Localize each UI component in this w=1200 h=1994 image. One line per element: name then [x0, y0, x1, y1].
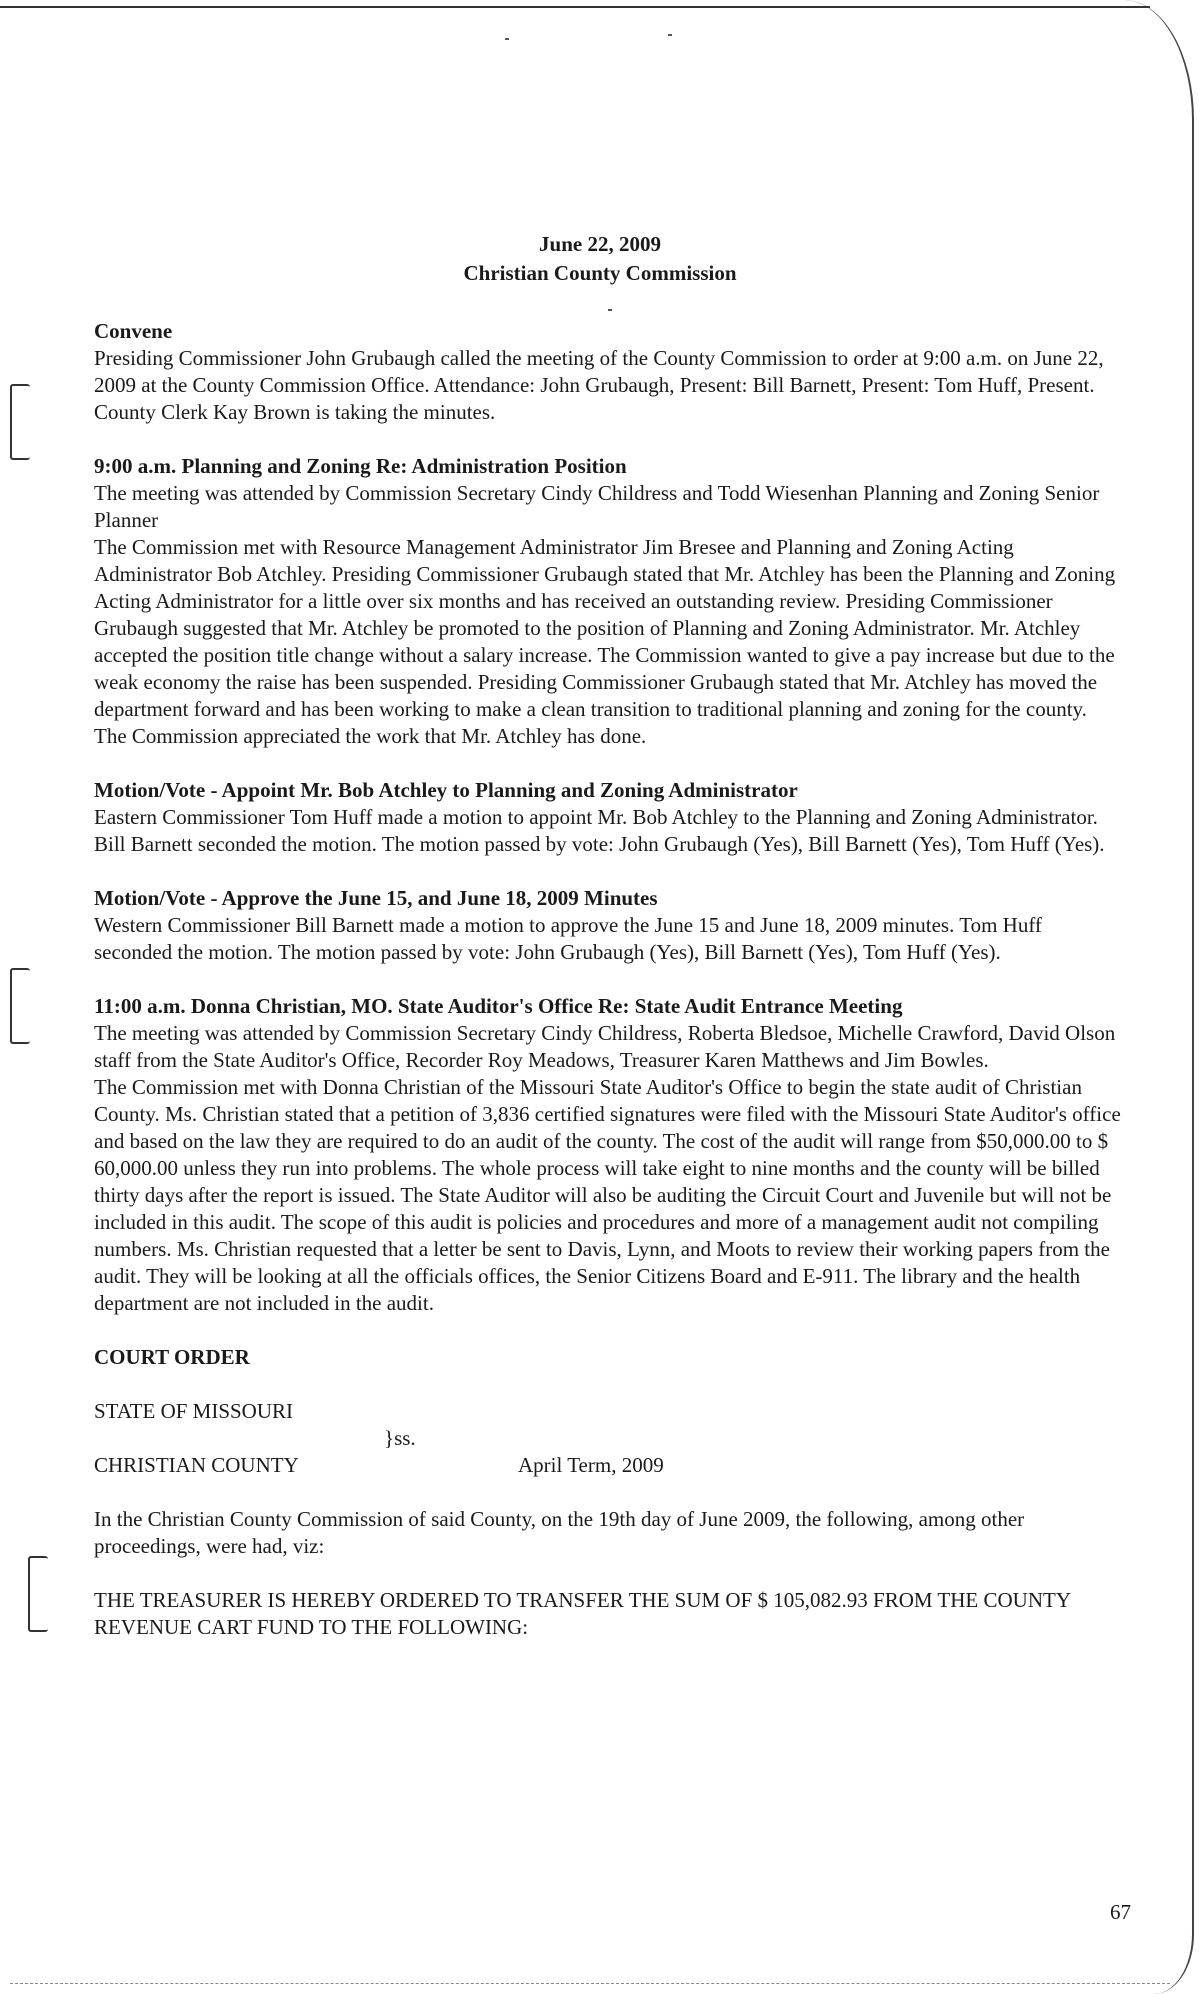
- section-paragraph: Western Commissioner Bill Barnett made a motion to approve the June 15 and June 18, 2009 minutes. Tom Huff seconded the motion. The motion passed by vote: John Grubaugh (Yes), Bill Barnett (Yes), Tom Huff (Yes).: [94, 913, 1042, 964]
- caption-row-state: [94, 1398, 1124, 1425]
- caption-term: April Term, 2009: [518, 1453, 664, 1477]
- page-edge-right: [1122, 0, 1194, 1994]
- caption-county: CHRISTIAN COUNTY: [94, 1453, 299, 1477]
- section-paragraph: The meeting was attended by Commission Secretary Cindy Childress, Roberta Bledsoe, Michelle Crawford, David Olson staff from the State Auditor's Office, Recorder Roy Meadows, Treasurer Karen Matthews and Jim Bowles.: [94, 1021, 1116, 1072]
- page-edge-top: [0, 6, 1150, 8]
- section-paragraph: The meeting was attended by Commission Secretary Cindy Childress and Todd Wiesenhan Planning and Zoning Senior Planner: [94, 481, 1100, 532]
- section-motion-appoint: [94, 777, 1124, 858]
- section-title: 11:00 a.m. Donna Christian, MO. State Auditor's Office Re: State Audit Entrance Meeting: [94, 994, 903, 1018]
- section-title: Motion/Vote - Approve the June 15, and June 18, 2009 Minutes: [94, 886, 658, 910]
- section-convene: [94, 318, 1124, 426]
- section-state-audit: [94, 993, 1124, 1317]
- section-paragraph: The Commission met with Resource Management Administrator Jim Bresee and Planning and Zoning Acting Administrator Bob Atchley. Presiding Commissioner Grubaugh stated that Mr. Atchley has been the Planning and Zoning Acting Administrator for a little over six months and has received an outstanding review. Presiding Commissioner Grubaugh suggested that Mr. Atchley be promoted to the position of Planning and Zoning Administrator. Mr. Atchley accepted the position title change without a salary increase. The Commission wanted to give a pay increase but due to the weak economy the raise has been suspended. Presiding Commissioner Grubaugh stated that Mr. Atchley has moved the department forward and has been working to make a clean transition to traditional planning and zoning for the county. The Commission appreciated the work that Mr. Atchley has done.: [94, 535, 1116, 748]
- court-order-intro: In the Christian County Commission of said County, on the 19th day of June 2009, the following, among other proceedings, were had, viz:: [94, 1507, 1025, 1558]
- minutes-body: [94, 318, 1124, 1641]
- page-number: 67: [1110, 1900, 1131, 1924]
- caption-row-ss: [94, 1425, 1124, 1452]
- section-paragraph: Eastern Commissioner Tom Huff made a motion to appoint Mr. Bob Atchley to the Planning and Zoning Administrator. Bill Barnett seconded the motion. The motion passed by vote: John Grubaugh (Yes), Bill Barnett (Yes), Tom Huff (Yes).: [94, 805, 1105, 856]
- meeting-date: June 22, 2009: [539, 232, 661, 256]
- court-order: [94, 1344, 1124, 1641]
- page-edge-bottom: [10, 1983, 1170, 1984]
- scan-speck: [505, 38, 509, 40]
- section-title: 9:00 a.m. Planning and Zoning Re: Administration Position: [94, 454, 627, 478]
- section-paragraph: The Commission met with Donna Christian of the Missouri State Auditor's Office to begin the state audit of Christian County. Ms. Christian stated that a petition of 3,836 certified signatures were filed with the Missouri State Auditor's office and based on the law they are required to do an audit of the county. The cost of the audit will range from $50,000.00 to $ 60,000.00 unless they run into problems. The whole process will take eight to nine months and the county will be billed thirty days after the report is issued. The State Auditor will also be auditing the Circuit Court and Juvenile but will not be included in this audit. The scope of this audit is policies and procedures and more of a management audit not compiling numbers. Ms. Christian requested that a letter be sent to Davis, Lynn, and Moots to review their working papers from the audit. They will be looking at all the officials offices, the Senior Citizens Board and E-911. The library and the health department are not included in the audit.: [94, 1075, 1121, 1315]
- section-title: Motion/Vote - Appoint Mr. Bob Atchley to Planning and Zoning Administrator: [94, 778, 798, 802]
- document-header: [0, 230, 1200, 288]
- binder-hole-mark: [10, 384, 30, 460]
- caption-row-county: [94, 1452, 1124, 1479]
- binder-hole-mark: [10, 968, 30, 1044]
- scan-speck: [668, 34, 672, 36]
- caption-ss: }ss.: [384, 1426, 416, 1450]
- section-motion-minutes: [94, 885, 1124, 966]
- court-order-text: THE TREASURER IS HEREBY ORDERED TO TRANSFER THE SUM OF $ 105,082.93 FROM THE COUNTY REVENUE CART FUND TO THE FOLLOWING:: [94, 1588, 1071, 1639]
- court-order-title: COURT ORDER: [94, 1345, 250, 1369]
- commission-name: Christian County Commission: [463, 261, 737, 285]
- binder-hole-mark: [28, 1556, 48, 1632]
- scan-speck: [608, 309, 612, 311]
- section-title: Convene: [94, 319, 173, 343]
- section-planning-zoning: [94, 453, 1124, 750]
- caption-state: STATE OF MISSOURI: [94, 1399, 294, 1423]
- section-paragraph: Presiding Commissioner John Grubaugh called the meeting of the County Commission to order at 9:00 a.m. on June 22, 2009 at the County Commission Office. Attendance: John Grubaugh, Present: Bill Barnett, Present: Tom Huff, Present. County Clerk Kay Brown is taking the minutes.: [94, 346, 1104, 424]
